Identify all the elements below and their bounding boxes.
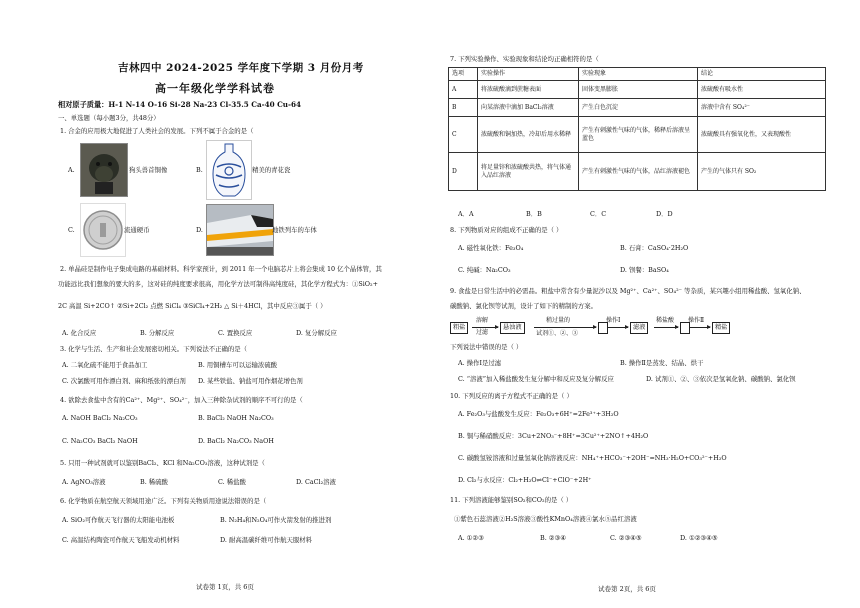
q7-option-c: C．C xyxy=(590,210,607,218)
q11-option-b: B. ②③④ xyxy=(540,534,566,542)
q2-option-c: C. 置换反应 xyxy=(218,329,253,337)
q8-option-c: C. 纯碱：Na₂CO₃ xyxy=(458,266,511,274)
atomic-masses: 相对原子质量：H-1 N-14 O-16 Si-28 Na-23 Cl-35.5 Ca-40 Cu-64 xyxy=(58,100,302,109)
q10-option-a: A. Fe₂O₃与盐酸发生反应：Fe₂O₃+6H⁺=2Fe³⁺+3H₂O xyxy=(458,410,619,418)
flow-label-operation-1: 操作Ⅰ xyxy=(606,317,621,324)
flow-label-dissolve: 溶解 xyxy=(476,317,489,324)
page-footer: 试卷第 2页，共 6页 xyxy=(598,585,656,593)
question-3: 3. 化学与生活、生产和社会发展密切相关。下列说法不正确的是（ xyxy=(60,345,248,353)
table-cell: 固体变黑膨胀 xyxy=(579,81,698,99)
q8-option-b: B. 石膏：CaSO₄·2H₂O xyxy=(620,244,689,252)
table-cell: D xyxy=(449,153,478,191)
q7-option-a: A．A xyxy=(458,210,474,218)
coin-image xyxy=(80,203,126,257)
question-11: 11. 下列溶液能够鉴别SO₂和CO₂的是（ ） xyxy=(450,496,573,504)
table-row xyxy=(449,153,826,191)
question-9-line-1: 9. 食盐是日常生活中的必需品。粗盐中常含有少量泥沙以及 Mg²⁺、Ca²⁺、SO₄²⁻ 等杂质，某兴趣小组用稀盐酸、氢氧化钠、 xyxy=(450,287,806,295)
q6-option-a: A. SiO₂可作航天飞行器的太阳能电池板 xyxy=(62,516,175,524)
q6-option-b: B. N₂H₄和N₂O₄可作火箭发射的推进剂 xyxy=(220,516,332,524)
q2-option-b: B. 分解反应 xyxy=(140,329,175,337)
exam-page-2 xyxy=(430,0,860,608)
bronze-head-image xyxy=(80,143,128,197)
q8-option-a: A. 磁性氧化铁：Fe₃O₄ xyxy=(458,244,524,252)
q1-option-d-letter: D. xyxy=(196,226,203,234)
q7-option-d: D．D xyxy=(656,210,673,218)
table-row xyxy=(449,99,826,117)
porcelain-vase-image xyxy=(206,140,252,200)
q2-option-d: D. 复分解反应 xyxy=(296,329,337,337)
table-header-cell: 选项 xyxy=(449,68,478,81)
table-header-row xyxy=(449,68,826,81)
q5-option-d: D. CaCl₂溶液 xyxy=(296,478,336,486)
flow-label-operation-2: 操作Ⅱ xyxy=(688,317,705,324)
q4-option-a: A. NaOH BaCl₂ Na₂CO₃ xyxy=(62,414,138,422)
question-9-prompt: 下列说法中错误的是（ ） xyxy=(450,343,523,351)
flow-arrow xyxy=(472,327,498,328)
flow-box-crude-salt: 粗盐 xyxy=(450,322,468,334)
table-row xyxy=(449,117,826,153)
q2-option-a: A. 化合反应 xyxy=(62,329,97,337)
question-6: 6. 化学物质在航空航天领域用途广泛。下列有关物质用途说法错误的是（ xyxy=(60,497,267,505)
table-cell: 向某溶液中滴加 BaCl₂溶液 xyxy=(478,99,579,117)
flow-arrow xyxy=(690,327,710,328)
flow-label-reagents-bottom: 试剂①、②、③ xyxy=(536,330,579,337)
exam-subtitle: 高一年级化学学科试卷 xyxy=(155,82,275,95)
table-cell: 将足量锌和浓硫酸共热，将气体通入品红溶液 xyxy=(478,153,579,191)
flow-box-fine-salt: 精盐 xyxy=(712,322,730,334)
q6-option-d: D. 耐高温碳纤维可作航天服材料 xyxy=(220,536,313,544)
table-cell: 溶液中含有 SO₄²⁻ xyxy=(698,99,826,117)
q5-option-b: B. 稀硫酸 xyxy=(140,478,168,486)
q5-option-c: C. 稀盐酸 xyxy=(218,478,246,486)
q3-option-b: B. 用铜槽车可以运输浓硫酸 xyxy=(198,361,278,369)
flow-label-reagents-top: 稍过量的 xyxy=(546,317,571,324)
question-2-line-1: 2. 单晶硅是制作电子集成电路的基础材料。科学家预计，到 2011 年一个电脑芯片上将会集成 10 亿个晶体管，其 xyxy=(60,265,382,273)
table-cell: 浓硫酸有吸水性 xyxy=(698,81,826,99)
q3-option-c: C. 次氯酸可用作漂白剂、麻和纸张的漂白剂 xyxy=(62,377,186,385)
table-cell: A xyxy=(449,81,478,99)
flow-box-suspension: 悬浊液 xyxy=(500,322,525,334)
q9-option-a: A. 操作Ⅰ是过滤 xyxy=(458,359,502,367)
q4-option-d: D. BaCl₂ Na₂CO₃ NaOH xyxy=(198,437,274,445)
table-header-cell: 实验现象 xyxy=(579,68,698,81)
q1-option-b-text: 精美的青花瓷 xyxy=(252,166,291,174)
question-5: 5. 只用一种试剂就可以鉴别BaCl₂、KCl 和Na₂CO₃溶液，这种试剂是（ xyxy=(60,459,265,467)
q5-option-a: A. AgNO₃溶液 xyxy=(62,478,106,486)
table-cell: B xyxy=(449,99,478,117)
q9-option-b: B. 操作Ⅱ是蒸发、结晶、烘干 xyxy=(620,359,704,367)
q11-option-c: C. ②③④⑤ xyxy=(610,534,642,542)
q4-option-b: B. BaCl₂ NaOH Na₂CO₃ xyxy=(198,414,274,422)
flow-label-acid: 稀盐酸 xyxy=(656,317,675,324)
q11-option-a: A. ①②③ xyxy=(458,534,484,542)
q3-option-d: D. 某些铁盐、钠盐可用作烟花增色剂 xyxy=(198,377,303,385)
table-header-cell: 结论 xyxy=(698,68,826,81)
q10-option-c: C. 碳酸氢铵溶液和过量氢氧化钠溶液反应：NH₄⁺+HCO₃⁻+2OH⁻=NH₃·H₂O+CO₃²⁻+H₂O xyxy=(458,454,727,462)
table-cell: 产生的气体只有 SO₂ xyxy=(698,153,826,191)
table-cell: 产生白色沉淀 xyxy=(579,99,698,117)
flow-arrow xyxy=(608,327,628,328)
q1-option-c-text: 流通硬币 xyxy=(124,226,150,234)
experiment-table xyxy=(448,67,826,191)
q9-option-c: C. “溶液”加入稀盐酸发生复分解中和反应及复分解反应 xyxy=(458,375,614,383)
question-2-equation: 2C 高温 Si+2CO↑ ②Si+2Cl₂ 点燃 SiCl₄ ③SiCl₄+2H₂ △ Si＋4HCl，其中反应③属于（ ） xyxy=(58,302,327,310)
q1-option-a-text: 狗头兽首铜像 xyxy=(129,166,168,174)
question-2-line-2: 功能远比我们想象的要大的多，这对硅的纯度要求很高，用化学方法可制得高纯度硅，其化学方程式为：①SiO₂+ xyxy=(58,280,378,288)
table-cell: 浓硫酸和铜加热，冷却后用水稀释 xyxy=(478,117,579,153)
table-cell: 产生有刺激性气味的气体，品红溶液褪色 xyxy=(579,153,698,191)
q10-option-d: D. Cl₂与水反应：Cl₂+H₂O⇌Cl⁻+ClO⁻+2H⁺ xyxy=(458,476,592,484)
table-cell: 将浓硫酸滴到蔗糖表面 xyxy=(478,81,579,99)
q4-option-c: C. Na₂CO₃ BaCl₂ NaOH xyxy=(62,437,138,445)
q1-option-a-letter: A. xyxy=(68,166,75,174)
question-10: 10. 下列反应的离子方程式不正确的是（ ） xyxy=(450,392,573,400)
q9-option-d: D. 试剂①、②、③依次是氢氧化钠、碳酸钠、氯化钡 xyxy=(646,375,796,383)
flow-label-filter: 过滤 xyxy=(476,329,489,336)
question-1: 1. 合金的应用极大地促进了人类社会的发展。下列不属于合金的是（ xyxy=(60,127,254,135)
question-4: 4. 欲除去食盐中含有的Ca²⁺、Mg²⁺、SO₄²⁻，加入三种除杂试剂的顺序不可行的是（ xyxy=(60,396,303,404)
section-title: 一、单选题（每小题3分，共48分） xyxy=(58,114,160,122)
q10-option-b: B. 铜与稀硝酸反应：3Cu+2NO₃⁻+8H⁺=3Cu²⁺+2NO↑+4H₂O xyxy=(458,432,649,440)
q11-option-d: D. ①②③④⑤ xyxy=(680,534,718,542)
table-header-cell: 实验操作 xyxy=(478,68,579,81)
q1-option-d-text: 地铁列车的车体 xyxy=(272,226,317,234)
table-cell: C xyxy=(449,117,478,153)
question-9-line-2: 碳酸钠、氯化钡等试剂，设计了如下的精制的方案。 xyxy=(450,302,597,310)
table-cell: 浓硫酸具有强氧化性，又表现酸性 xyxy=(698,117,826,153)
table-row xyxy=(449,81,826,99)
page-footer: 试卷第 1页，共 6页 xyxy=(196,583,254,591)
q7-option-b: B．B xyxy=(526,210,542,218)
flow-arrow xyxy=(534,327,596,328)
exam-title: 吉林四中 2024-2025 学年度下学期 3 月份月考 xyxy=(118,62,364,74)
metro-train-image xyxy=(206,204,274,256)
flow-box-filtrate: 滤液 xyxy=(630,322,648,334)
q3-option-a: A. 二氧化硫不能用于食品加工 xyxy=(62,361,148,369)
table-cell: 产生有刺激性气味的气体，稀释后溶液呈蓝色 xyxy=(579,117,698,153)
question-7: 7. 下列实验操作、实验现象和结论均正确相符的是（ xyxy=(450,55,599,63)
question-8: 8. 下列物质对应的组成不正确的是（ ） xyxy=(450,226,563,234)
q1-option-c-letter: C. xyxy=(68,226,75,234)
q11-items: ①紫色石蕊溶液②H₂S溶液③酸性KMnO₄溶液④氯水⑤品红溶液 xyxy=(454,515,637,523)
q6-option-c: C. 高温结构陶瓷可作航天飞船发动机材料 xyxy=(62,536,180,544)
q1-option-b-letter: B. xyxy=(196,166,203,174)
flow-arrow xyxy=(654,327,678,328)
q8-option-d: D. 钡餐：BaSO₄ xyxy=(620,266,669,274)
